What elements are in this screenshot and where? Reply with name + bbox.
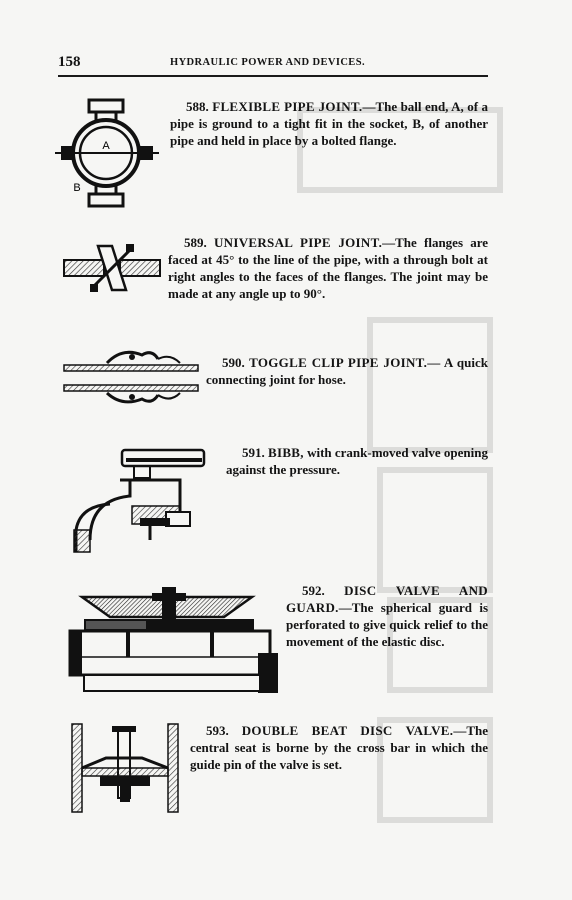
entry-number: 588.: [186, 99, 209, 114]
entry-body: —The flanges are faced at 45° to the line of the pipe, with a through bolt at right angles to the faces of the flanges. The joint may be made at any angle up to 90°.: [168, 235, 489, 301]
entry-title: FLEXIBLE PIPE JOINT.: [212, 99, 363, 114]
entry-title: DISC VALVE AND GUARD.: [286, 583, 488, 615]
entry-591: [226, 444, 488, 478]
figure-593-double-beat-disc-valve: [70, 722, 182, 814]
entry-number: 589.: [184, 235, 207, 250]
entry-title: DOUBLE BEAT DISC VALVE.: [241, 723, 454, 738]
running-title: HYDRAULIC POWER AND DEVICES.: [170, 57, 365, 68]
entry-title: BIBB,: [268, 445, 304, 460]
header-rule: [58, 75, 488, 77]
entry-593: [190, 722, 488, 773]
figure-592-disc-valve-and-guard: [62, 585, 280, 695]
entry-number: 590.: [222, 355, 245, 370]
entry-body: —The central seat is borne by the cross bar in which the guide pin of the valve is set.: [190, 723, 488, 772]
entry-body: with crank-moved valve opening against the pressure.: [226, 445, 488, 477]
entry-number: 592.: [302, 583, 325, 598]
entry-title: TOGGLE CLIP PIPE JOINT.: [249, 355, 428, 370]
entry-body: —The spherical guard is perforated to give quick relief to the movement of the elastic disc.: [286, 600, 488, 649]
entry-body: — A quick connecting joint for hose.: [206, 355, 489, 387]
entry-592: [286, 582, 488, 650]
page-number: 158: [58, 54, 81, 70]
page-header: [58, 52, 488, 74]
figure-label-b: B: [73, 182, 81, 194]
entry-589: [168, 234, 488, 302]
figure-590-toggle-clip-pipe-joint: [62, 345, 200, 409]
entry-title: UNIVERSAL PIPE JOINT.: [213, 235, 383, 250]
figure-588-flexible-pipe-joint: [55, 98, 160, 210]
entry-590: [206, 354, 488, 388]
entry-number: 593.: [206, 723, 229, 738]
figure-label-a: A: [102, 140, 110, 152]
entry-number: 591.: [242, 445, 265, 460]
entry-588: [170, 98, 488, 149]
entry-body: —The ball end, A, of a pipe is ground to a tight fit in the socket, B, of another pipe and held in place by a bolted flange.: [170, 99, 489, 148]
figure-589-universal-pipe-joint: [62, 242, 162, 294]
figure-591-bibb: [70, 440, 220, 555]
